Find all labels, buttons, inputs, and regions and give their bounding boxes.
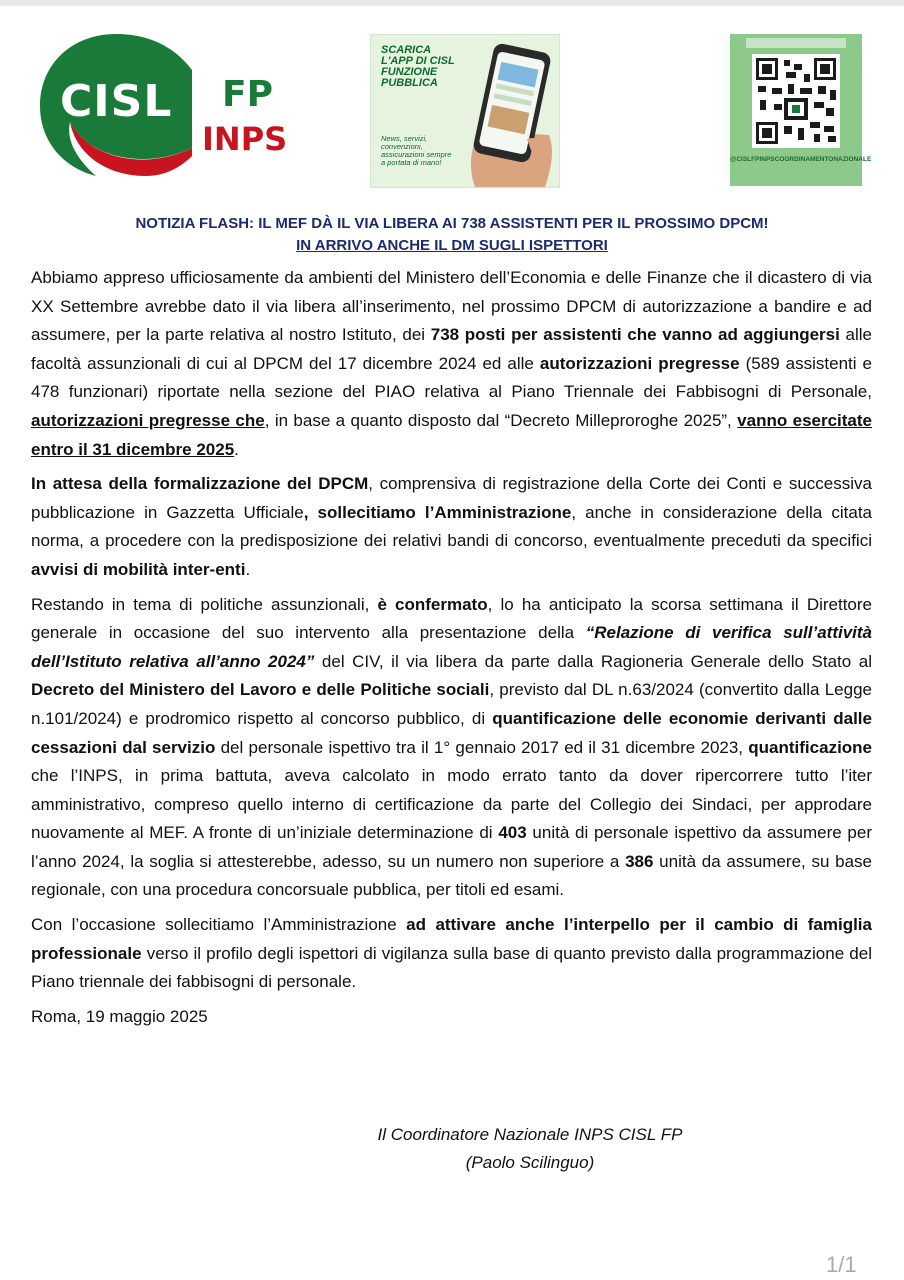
bold-run: 386 <box>625 851 654 871</box>
text-run: , lo ha anticipato la scorsa settimana il Direttore generale in occasione del suo intervento alla presentazione della <box>31 594 873 643</box>
text-run: che l’INPS, in prima battuta, aveva calcolato in modo errato tanto da dover ripercorrere tutto l’iter amministrativo, compreso quello interno di certificazione da parte del Collegio dei Sindaci, per approdare nuovamente al MEF. A fronte di un’iniziale determinazione di <box>31 766 872 843</box>
text-run: , comprensiva di registrazione della Corte dei Conti e successiva pubblicazione in Gazzetta Ufficiale <box>31 474 872 522</box>
phone-in-hand-icon <box>465 39 557 187</box>
bold-underlined-run: vanno esercitate entro il 31 dicembre 2025 <box>31 410 873 459</box>
bold-run: autorizzazioni pregresse <box>539 353 740 373</box>
app-banner-tagline: News, servizi, convenzioni, assicurazioni sempre a portata di mano! <box>381 134 452 167</box>
bold-run: quantificazione <box>748 737 873 757</box>
place-date: Roma, 19 maggio 2025 <box>31 1006 208 1026</box>
bold-run: 403 <box>498 823 527 843</box>
text-run: unità di personale ispettivo da assumere per l’anno 2024, la soglia si attesterebbe, adesso, su un numero non superiore a <box>31 823 872 871</box>
qr-handle-label: @CISLFPINPSCOORDINAMENTONAZIONALE <box>730 156 872 163</box>
bold-italic-run: “Relazione di verifica sull’attività dell’Istituto relativa all’anno 2024” <box>31 623 872 671</box>
bold-run: 738 posti per assistenti che vanno ad aggiungersi <box>430 325 840 345</box>
cisl-fp-inps-logo <box>36 30 296 180</box>
text-run: , anche in considerazione della citata norma, a procedere con la predisposizione dei relativi bandi di concorso, eventualmente preceduti da specifici <box>31 502 873 551</box>
document-body <box>31 264 872 1037</box>
logo-cisl-text: CISL <box>60 76 173 127</box>
text-run: , previsto dal DL n.63/2024 (convertito dalla Legge n.101/2024) e prodromico rispetto al concorso pubblico, di <box>31 680 872 728</box>
text-run: (589 assistenti e 478 funzionari) riportate nella sezione del PIAO relativa al Piano Triennale dei Fabbisogni di Personale, <box>31 353 873 402</box>
app-banner-headline: SCARICA L'APP DI CISL FUNZIONE PUBBLICA <box>381 44 455 89</box>
bold-underlined-run: autorizzazioni pregresse che <box>31 410 265 430</box>
logo-fp-text: FP <box>222 74 273 115</box>
paragraph-4 <box>31 911 872 997</box>
bold-run: avvisi di mobilità inter-enti <box>31 559 246 579</box>
text-run: verso il profilo degli ispettori di vigilanza sulla base di quanto previsto dalla programmazione del Piano triennale dei fabbisogni di personale. <box>31 943 872 992</box>
signature-role: Il Coordinatore Nazionale INPS CISL FP <box>377 1125 683 1144</box>
signature-block <box>340 1121 720 1177</box>
paragraph-2 <box>31 470 872 584</box>
text-run: , in base a quanto disposto dal “Decreto Milleproroghe 2025”, <box>264 410 738 430</box>
text-run: alle facoltà assunzionali di cui al DPCM del 17 dicembre 2024 ed alle <box>31 325 872 373</box>
text-run: . <box>234 439 239 459</box>
text-run: Restando in tema di politiche assunzionali, <box>31 594 378 614</box>
paragraph-3 <box>31 591 872 906</box>
text-run: unità da assumere, su base regionale, con una procedura concorsuale pubblica, per titoli ed esami. <box>31 851 872 900</box>
page-indicator: 1/1 <box>826 1252 857 1277</box>
bold-run: quantificazione delle economie derivanti dalle cessazioni dal servizio <box>31 708 872 757</box>
title-line-2: IN ARRIVO ANCHE IL DM SUGLI ISPETTORI <box>296 237 608 254</box>
text-run: . <box>245 559 251 579</box>
bold-run: , sollecitiamo l’Amministrazione <box>303 502 572 522</box>
bold-run: è confermato <box>377 594 488 614</box>
logo-inps-text: INPS <box>202 120 288 158</box>
top-bar <box>0 0 904 6</box>
text-run: del personale ispettivo tra il 1° gennaio 2017 ed il 31 dicembre 2023, <box>215 737 749 757</box>
page-title <box>0 213 904 257</box>
qr-code-panel <box>730 34 872 186</box>
title-line-1: NOTIZIA FLASH: IL MEF DÀ IL VIA LIBERA AI 738 ASSISTENTI PER IL PROSSIMO DPCM! <box>135 215 769 232</box>
text-run: Abbiamo appreso ufficiosamente da ambienti del Ministero dell’Economia e delle Finanze che il dicastero di via XX Settembre avrebbe dato il via libera all’inserimento, nel prossimo DPCM di autorizzazione a bandire e ad assumere, per la parte relativa al nostro Istituto, dei <box>31 268 872 345</box>
signature-name: (Paolo Scilinguo) <box>465 1153 595 1172</box>
bold-run: ad attivare anche l’interpello per il cambio di famiglia professionale <box>31 915 872 963</box>
bold-run: Decreto del Ministero del Lavoro e delle Politiche sociali <box>31 680 490 700</box>
text-run: del CIV, il via libera da parte dalla Ragioneria Generale dello Stato al <box>314 651 872 671</box>
text-run: Con l’occasione sollecitiamo l’Amministrazione <box>31 915 407 935</box>
paragraph-1 <box>31 264 872 464</box>
bold-run: In attesa della formalizzazione del DPCM <box>31 474 369 494</box>
app-banner <box>370 34 560 188</box>
qr-code-icon <box>730 34 862 156</box>
